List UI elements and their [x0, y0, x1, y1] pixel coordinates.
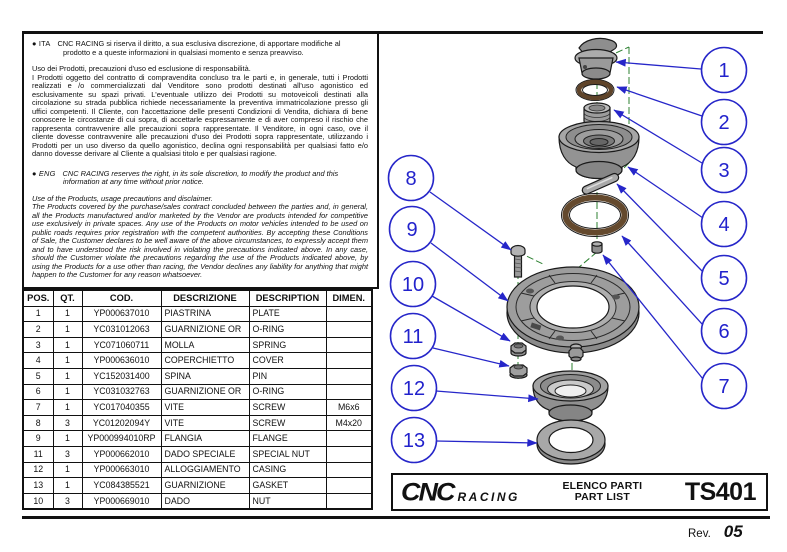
- part-cover: [559, 122, 639, 179]
- svg-text:9: 9: [406, 219, 418, 241]
- cell-descrizione: DADO: [161, 493, 249, 509]
- balloon-5: [702, 256, 747, 301]
- svg-text:13: 13: [402, 430, 426, 452]
- cell-cod: YC152031400: [82, 368, 161, 384]
- cell-qt: 1: [53, 368, 82, 384]
- cell-descrizione: ALLOGGIAMENTO: [161, 462, 249, 478]
- balloon-11: [391, 314, 436, 359]
- part-nut: [511, 343, 526, 356]
- balloon-2: [702, 100, 747, 145]
- part-oring-large: [562, 194, 629, 237]
- cell-descrizione: VITE: [161, 415, 249, 431]
- col-qt: QT.: [53, 290, 82, 306]
- title-block: [391, 473, 768, 511]
- cell-qt: 1: [53, 353, 82, 369]
- cell-descrizione: SPINA: [161, 368, 249, 384]
- cell-cod: YC01202094Y: [82, 415, 161, 431]
- cell-description: SPECIAL NUT: [249, 446, 326, 462]
- svg-text:5: 5: [718, 268, 730, 290]
- eng-bullet-label: ● ENG: [32, 168, 56, 178]
- cell-pos: 6: [23, 384, 53, 400]
- part-screw-long: [511, 246, 525, 278]
- cell-cod: YP000662010: [82, 446, 161, 462]
- balloon-3: [702, 148, 747, 193]
- cell-qt: 1: [53, 384, 82, 400]
- cell-description: O-RING: [249, 322, 326, 338]
- balloon-10: [391, 262, 436, 307]
- cell-descrizione: VITE: [161, 400, 249, 416]
- col-cod: COD.: [82, 290, 161, 306]
- cell-pos: 5: [23, 368, 53, 384]
- cell-pos: 12: [23, 462, 53, 478]
- cell-qt: 1: [53, 431, 82, 447]
- cell-description: PIN: [249, 368, 326, 384]
- revision-block: [688, 522, 743, 542]
- cell-qt: 3: [53, 493, 82, 509]
- disclaimer-ita-heading: Uso dei Prodotti, precauzioni d'uso ed esclusione di responsabilità.: [32, 64, 251, 73]
- disclaimer-eng-body: The Products covered by the purchase/sales contract concluded between the parties and, in general, all the Products manufactured and/or marketed by the Vendor are products intended for competitive use exclusively in private spaces. Any use of the Products on motor vehicles intended to be used on public roads requires prior registration with the competent authorities. By accepting these Conditions of Sale, the Customer declares to be well aware of the above circumstances, to expressly accept them and to have understood the risk involved in violating the precautions indicated above. In any case, should the Customer violate the precautions regarding the use of the Products indicated above, by using the Products for a use other than racing, the Vendor declines any liability for anything that might happen to the Customer for any reason whatsoever.: [32, 202, 368, 279]
- svg-text:1: 1: [718, 60, 730, 82]
- cell-cod: YC084385521: [82, 478, 161, 494]
- part-gasket: [537, 420, 605, 464]
- svg-text:2: 2: [718, 112, 730, 134]
- balloon-7: [702, 364, 747, 409]
- cell-description: SPRING: [249, 337, 326, 353]
- balloon-8: [389, 156, 434, 201]
- balloon-9: [390, 207, 435, 252]
- cell-qt: 1: [53, 322, 82, 338]
- cell-cod: YC031012063: [82, 322, 161, 338]
- cell-dimen: M4x20: [326, 415, 372, 431]
- part-special-nut: [510, 365, 527, 378]
- cell-qt: 1: [53, 306, 82, 322]
- cell-pos: 13: [23, 478, 53, 494]
- cell-pos: 1: [23, 306, 53, 322]
- col-pos: POS.: [23, 290, 53, 306]
- cell-cod: YP000663010: [82, 462, 161, 478]
- cell-qt: 3: [53, 446, 82, 462]
- cell-description: NUT: [249, 493, 326, 509]
- ita-bullet-label: ● ITA: [32, 39, 51, 48]
- brand-cnc-text: CNC: [401, 477, 454, 506]
- cell-descrizione: GUARNIZIONE OR: [161, 322, 249, 338]
- part-screw-small: [592, 242, 602, 253]
- disclaimer-ita-body: I Prodotti oggetto del contratto di compravendita concluso tra le parti e, in generale, tutti i Prodotti realizzati e /o commercializzati dal Venditore sono prodotti destinati all'uso agonistico ed esclusivamente su spazi privati. L'eventuale utilizzo dei Prodotti su motoveicoli destinati alla circolazione su strada pubblica richiede necessariamente la preventiva immatricolazione presso gli uffici competenti. Il Cliente, con l'accettazione delle presenti Condizioni di Vendita, dichiara di bene conoscere le circostanze di cui sopra, di accettarle espressamente e di aver compreso il rischio che rappresenta contravvenire alle precauzioni sopra rappresentate. Il Venditore, in ogni caso, ove il cliente dovesse contravvenire alle precauzioni d'uso dei Prodotti sopra rappresentate, utilizzando i Prodotti per un uso diverso da quello agonistico, declina ogni responsabilità per qualsiasi fatto e/o danno dovesse derivare al Cliente a qualsiasi titolo e per qualsiasi ragione.: [32, 72, 368, 158]
- balloon-6: [702, 309, 747, 354]
- svg-text:12: 12: [402, 378, 426, 400]
- cell-descrizione: GUARNIZIONE OR: [161, 384, 249, 400]
- disclaimer-eng-heading: Use of the Products, usage precautions and disclaimer.: [32, 193, 213, 203]
- svg-text:11: 11: [402, 326, 424, 348]
- cell-descrizione: COPERCHIETTO: [161, 353, 249, 369]
- sheet-title-ita: ELENCO PARTI: [562, 479, 643, 492]
- cell-pos: 3: [23, 337, 53, 353]
- cell-description: FLANGE: [249, 431, 326, 447]
- svg-text:4: 4: [718, 214, 730, 236]
- cell-description: CASING: [249, 462, 326, 478]
- cell-description: PLATE: [249, 306, 326, 322]
- cell-pos: 11: [23, 446, 53, 462]
- sheet-title-eng: PART LIST: [574, 491, 630, 503]
- cell-cod: YC017040355: [82, 400, 161, 416]
- part-flange: [507, 267, 639, 361]
- balloon-12: [392, 366, 437, 411]
- svg-text:8: 8: [405, 168, 417, 190]
- cell-qt: 1: [53, 478, 82, 494]
- revision-value: 05: [723, 522, 743, 541]
- cell-pos: 4: [23, 353, 53, 369]
- cell-pos: 10: [23, 493, 53, 509]
- sheet-bottom-rule: [22, 516, 770, 519]
- cell-dimen: M6x6: [326, 400, 372, 416]
- cell-qt: 1: [53, 337, 82, 353]
- cell-qt: 3: [53, 415, 82, 431]
- cell-cod: YC031032763: [82, 384, 161, 400]
- cell-pos: 7: [23, 400, 53, 416]
- cell-descrizione: FLANGIA: [161, 431, 249, 447]
- cell-cod: YC071060711: [82, 337, 161, 353]
- cell-descrizione: PIASTRINA: [161, 306, 249, 322]
- svg-text:3: 3: [718, 160, 730, 182]
- col-descrizione: DESCRIZIONE: [161, 290, 249, 306]
- cell-description: COVER: [249, 353, 326, 369]
- cell-cod: YP000669010: [82, 493, 161, 509]
- part-number: TS401: [684, 477, 756, 506]
- brand-racing-text: RACING: [457, 489, 520, 504]
- cell-cod: YP000994010RP: [82, 431, 161, 447]
- col-dimen: DIMEN.: [326, 290, 372, 306]
- balloon-4: [702, 202, 747, 247]
- svg-text:6: 6: [718, 321, 730, 343]
- cell-description: GASKET: [249, 478, 326, 494]
- col-description: DESCRIPTION: [249, 290, 326, 306]
- part-plate: [575, 38, 617, 79]
- revision-label: Rev.: [688, 528, 711, 540]
- balloon-13: [392, 418, 437, 463]
- cell-qt: 1: [53, 400, 82, 416]
- cell-qt: 1: [53, 462, 82, 478]
- cell-description: O-RING: [249, 384, 326, 400]
- cell-description: SCREW: [249, 400, 326, 416]
- cnc-racing-logo: [401, 477, 520, 508]
- cell-pos: 2: [23, 322, 53, 338]
- cell-pos: 8: [23, 415, 53, 431]
- cell-cod: YP000636010: [82, 353, 161, 369]
- balloon-1: [702, 48, 747, 93]
- part-oring-small: [576, 80, 614, 101]
- cell-descrizione: GUARNIZIONE: [161, 478, 249, 494]
- ita-notice-text: CNC RACING si riserva il diritto, a sua esclusiva discrezione, di apportare modifiche al prodotto e a queste informazioni in qualsiasi momento e senza preavviso.: [57, 39, 341, 57]
- cell-cod: YP000637010: [82, 306, 161, 322]
- svg-text:7: 7: [718, 376, 730, 398]
- svg-text:10: 10: [401, 274, 425, 296]
- part-casing: [533, 371, 608, 421]
- cell-descrizione: MOLLA: [161, 337, 249, 353]
- sheet-title: [562, 481, 642, 504]
- cell-descrizione: DADO SPECIALE: [161, 446, 249, 462]
- cell-description: SCREW: [249, 415, 326, 431]
- cell-pos: 9: [23, 431, 53, 447]
- eng-notice-text: CNC RACING reserves the right, in its sole discretion, to modify the product and this information at any time without prior notice.: [62, 168, 339, 186]
